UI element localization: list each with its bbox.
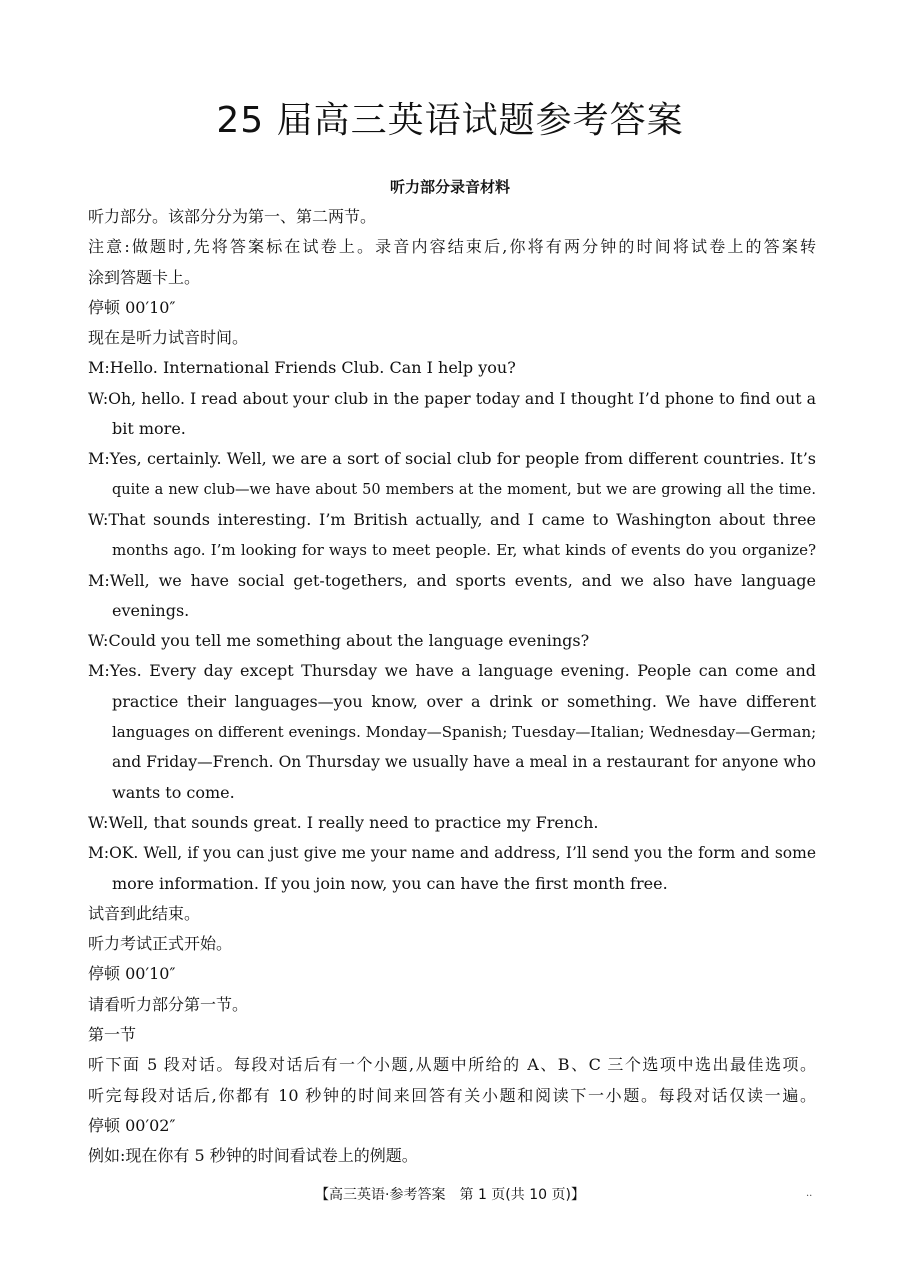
text-line: wants to come. bbox=[112, 782, 235, 802]
text-line: 听完每段对话后,你都有 10 秒钟的时间来回答有关小题和阅读下一小题。每段对话仅读一遍。 bbox=[88, 1085, 816, 1105]
text-line: bit more. bbox=[112, 419, 186, 439]
transcript-body bbox=[88, 202, 816, 1172]
text-line: M:Yes. Every day except Thursday we have a language evening. People can come and bbox=[88, 661, 816, 681]
text-line: W:Could you tell me something about the language evenings? bbox=[88, 631, 590, 651]
text-line: quite a new club—we have about 50 members at the moment, but we are growing all the time. bbox=[112, 481, 816, 498]
text-line: 请看听力部分第一节。 bbox=[88, 994, 249, 1014]
text-line: and Friday—French. On Thursday we usually have a meal in a restaurant for anyone who bbox=[112, 753, 816, 772]
footer-mark: .. bbox=[806, 1188, 813, 1199]
text-line: 听力部分。该部分分为第一、第二两节。 bbox=[88, 207, 377, 226]
section-subtitle: 听力部分录音材料 bbox=[389, 178, 510, 196]
text-line: months ago. I’m looking for ways to meet people. Er, what kinds of events do you organize? bbox=[112, 541, 816, 560]
text-line: W:Oh, hello. I read about your club in the paper today and I thought I’d phone to find out a bbox=[88, 388, 816, 408]
text-line: 停顿 00′10″ bbox=[88, 964, 176, 984]
text-line: M:Hello. International Friends Club. Can I help you? bbox=[88, 358, 516, 378]
text-line: practice their languages—you know, over a drink or something. We have different bbox=[112, 691, 816, 711]
text-line: M:OK. Well, if you can just give me your name and address, I’ll send you the form and some bbox=[88, 844, 816, 863]
text-line: evenings. bbox=[112, 600, 190, 620]
text-line: 停顿 00′10″ bbox=[88, 297, 176, 317]
text-line: W:That sounds interesting. I’m British actually, and I came to Washington about three bbox=[88, 509, 816, 529]
page-footer: 【高三英语·参考答案 第 1 页(共 10 页)】 bbox=[315, 1187, 585, 1203]
text-line: 例如:现在你有 5 秒钟的时间看试卷上的例题。 bbox=[88, 1146, 418, 1166]
text-line: 试音到此结束。 bbox=[88, 903, 201, 923]
text-line: 停顿 00′02″ bbox=[88, 1115, 176, 1135]
text-line: 第一节 bbox=[88, 1025, 137, 1045]
text-line: M:Well, we have social get-togethers, and sports events, and we also have language bbox=[88, 570, 816, 590]
text-line: 注意:做题时,先将答案标在试卷上。录音内容结束后,你将有两分钟的时间将试卷上的答案转 bbox=[88, 237, 816, 257]
text-line: more information. If you join now, you can have the first month free. bbox=[112, 873, 668, 893]
text-line: 涂到答题卡上。 bbox=[88, 267, 201, 287]
text-line: M:Yes, certainly. Well, we are a sort of social club for people from different countries. It’s bbox=[88, 449, 816, 469]
text-line: languages on different evenings. Monday—Spanish; Tuesday—Italian; Wednesday—German; bbox=[112, 723, 817, 742]
text-line: 听下面 5 段对话。每段对话后有一个小题,从题中所给的 A、B、C 三个选项中选出最佳选项。 bbox=[88, 1055, 816, 1075]
text-line: 现在是听力试音时间。 bbox=[88, 328, 249, 348]
text-line: 听力考试正式开始。 bbox=[88, 934, 233, 954]
text-line: W:Well, that sounds great. I really need to practice my French. bbox=[88, 812, 599, 832]
page-title: 25 届高三英语试题参考答案 bbox=[216, 100, 684, 141]
